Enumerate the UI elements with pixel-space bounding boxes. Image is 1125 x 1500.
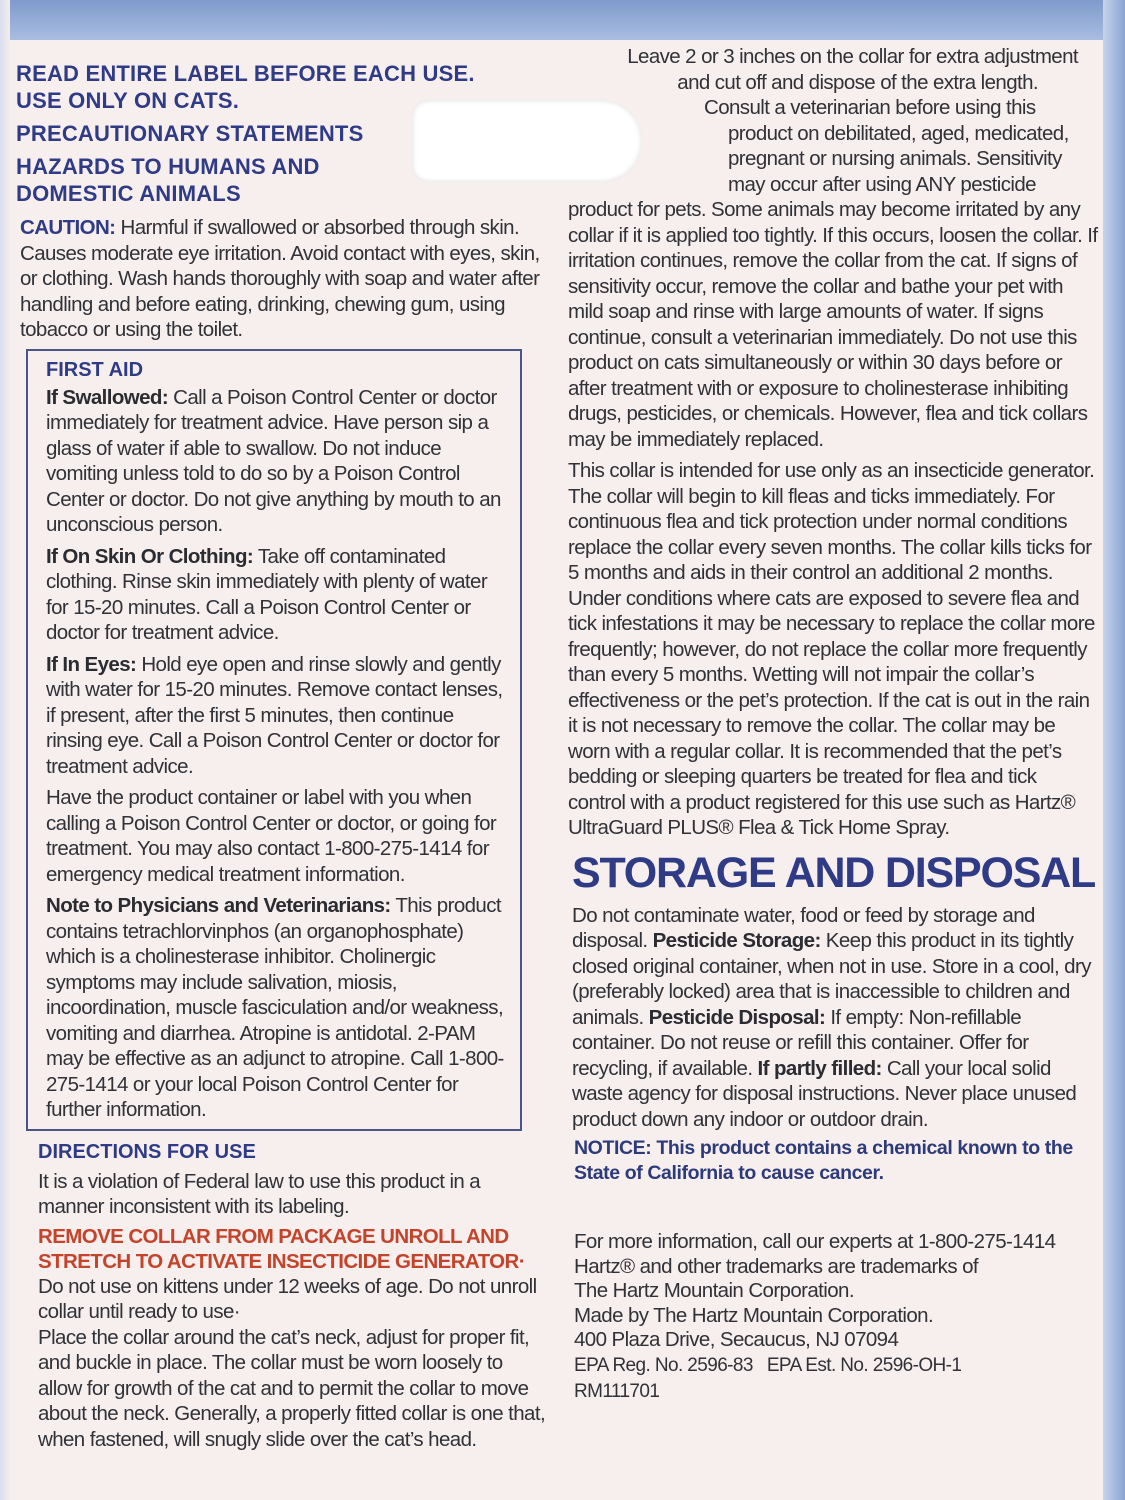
package-top-edge bbox=[0, 0, 1125, 40]
storage-disposal-title: STORAGE AND DISPOSAL bbox=[572, 848, 1096, 897]
container-paragraph: Have the product container or label with you when calling a Poison Control Center or doctor, or going for treatment. You may also contact 1-800-275-1414 for emergency medical treatment information. bbox=[46, 786, 497, 886]
pesticide-storage-label: Pesticide Storage: bbox=[652, 929, 821, 952]
if-in-eyes-label: If In Eyes: bbox=[46, 652, 137, 676]
collar-paragraph: This collar is intended for use only as an insecticide generator. The collar will begin to kill fleas and ticks immediately. For continuous flea and tick protection under normal conditions replace the collar every seven months. The collar kills ticks for 5 months and aids in their control an additional 2 months. Under conditions where cats are exposed to severe flea and tick infestations it may be necessary to replace the collar more frequently; however, do not replace the collar more frequently than every 5 months. Wetting will not impair the collar’s effectiveness or the pet’s protection. If the cat is out in the rain it is not necessary to remove the collar. The collar may be worn with a regular collar. It is recommended that the pet’s bedding or sleeping quarters be treated for flea and tick control with a product registered for this use such as Hartz® UltraGuard PLUS® Flea & Tick Home Spray. bbox=[568, 459, 1095, 839]
first-aid-box bbox=[26, 349, 522, 1131]
rm-code: RM111701 bbox=[574, 1380, 660, 1402]
consult-line: may occur after using ANY pesticide bbox=[728, 172, 1036, 196]
directions-title: DIRECTIONS FOR USE bbox=[38, 1140, 256, 1163]
violation-paragraph: It is a violation of Federal law to use this product in a manner inconsistent with its labeling. bbox=[38, 1169, 481, 1218]
label-heading: READ ENTIRE LABEL BEFORE EACH USE. bbox=[16, 61, 475, 86]
consult-line: product on debilitated, aged, medicated, bbox=[728, 121, 1069, 145]
remove-collar-instruction: REMOVE COLLAR FROM PACKAGE UNROLL AND STRETCH TO ACTIVATE INSECTICIDE GENERATOR· bbox=[38, 1224, 525, 1273]
caution-text: Harmful if swallowed or absorbed through skin. Causes moderate eye irritation. Avoid contact with eyes, skin, or clothing. Wash hands thoroughly with soap and water after handling and before eating, drinking, chewing gum, using tobacco or using the toilet. bbox=[20, 216, 540, 341]
storage-paragraph bbox=[572, 903, 1098, 1133]
if-on-skin-text: Take off contaminated clothing. Rinse skin immediately with plenty of water for 15-20 minutes. Call a Poison Control Center or doctor for treatment advice. bbox=[46, 544, 488, 644]
left-column bbox=[16, 60, 546, 1452]
partly-filled-label: If partly filled: bbox=[757, 1056, 882, 1080]
contact-block bbox=[574, 1230, 1098, 1405]
consult-line: Consult a veterinarian before using this bbox=[704, 96, 1036, 119]
pesticide-storage-text: Keep this product in its tightly closed original container, when not in use. Store in a cool, dry (preferably locked) area that is inaccessible to children and animals. bbox=[572, 929, 1091, 1029]
leave-line: and cut off and dispose of the extra length. bbox=[677, 70, 1038, 94]
contact-line: For more information, call our experts at 1-800-275-1414 bbox=[574, 1230, 1056, 1253]
leave-block bbox=[568, 44, 1098, 95]
if-swallowed-paragraph bbox=[46, 385, 510, 538]
notice-paragraph: NOTICE: This product contains a chemical known to the State of California to cause cancer. bbox=[574, 1137, 1073, 1184]
physicians-paragraph bbox=[46, 893, 510, 1123]
physicians-text: This product contains tetrachlorvinphos (an organophosphate) which is a cholinesterase inhibitor. Cholinergic symptoms may include salivation, miosis, incoordination, muscle fasciculation and/or weakness, vomiting and diarrhea. Atropine is antidotal. 2-PAM may be effective as an adjunct to atropine. Call 1-800-275-1414 or your local Poison Control Center for further information. bbox=[46, 894, 504, 1121]
storage-intro: Do not contaminate water, food or feed by storage and disposal. bbox=[572, 903, 1035, 952]
pesticide-disposal-text: If empty: Non-refillable container. Do not reuse or refill this container. Offer for recycling, if available. bbox=[572, 1005, 1029, 1080]
physicians-label: Note to Physicians and Veterinarians: bbox=[46, 894, 391, 917]
leave-line: Leave 2 or 3 inches on the collar for extra adjustment bbox=[627, 45, 1078, 68]
caution-label: CAUTION: bbox=[20, 216, 116, 239]
consult-line: pregnant or nursing animals. Sensitivity bbox=[728, 147, 1062, 170]
if-swallowed-text: Call a Poison Control Center or doctor immediately for treatment advice. Have person sip a glass of water if able to swallow. Do not induce vomiting unless told to do so by a Poison Control Center or doctor. Do not give anything by mouth to an unconscious person. bbox=[46, 385, 501, 536]
contact-line: The Hartz Mountain Corporation. bbox=[574, 1279, 854, 1302]
first-aid-title: FIRST AID bbox=[46, 358, 144, 381]
if-on-skin-label: If On Skin Or Clothing: bbox=[46, 544, 254, 568]
if-in-eyes-text: Hold eye open and rinse slowly and gently with water for 15-20 minutes. Remove contact lenses, if present, after the first 5 minutes, then continue rinsing eye. Call a Poison Control Center or doctor for treatment advice. bbox=[46, 652, 503, 778]
sensitivity-paragraph: product for pets. Some animals may become irritated by any collar if it is applied too tightly. If this occurs, loosen the collar. If irritation continues, remove the collar from the cat. If signs of sensitivity occur, remove the collar and bathe your pet with mild soap and rinse with large amounts of water. If signs continue, consult a veterinarian immediately. Do not use this product on cats simultaneously or within 30 days before or after treatment with or exposure to cholinesterase inhibiting drugs, pesticides, or chemicals. However, flea and tick collars may be immediately replaced. bbox=[568, 198, 1098, 451]
epa-numbers: EPA Reg. No. 2596-83 EPA Est. No. 2596-OH-1 bbox=[574, 1354, 962, 1376]
pesticide-disposal-label: Pesticide Disposal: bbox=[648, 1005, 826, 1029]
contact-line: Hartz® and other trademarks are trademarks of bbox=[574, 1254, 978, 1278]
if-in-eyes-paragraph bbox=[46, 652, 510, 780]
package-right-edge bbox=[1103, 0, 1125, 1500]
contact-line: 400 Plaza Drive, Secaucus, NJ 07094 bbox=[574, 1328, 899, 1351]
if-swallowed-label: If Swallowed: bbox=[46, 385, 169, 409]
if-on-skin-paragraph bbox=[46, 544, 510, 646]
contact-line: Made by The Hartz Mountain Corporation. bbox=[574, 1303, 934, 1327]
right-column bbox=[568, 44, 1098, 1405]
directions-section bbox=[38, 1139, 546, 1453]
place-collar-paragraph: Place the collar around the cat’s neck, adjust for proper fit, and buckle in place. The collar must be worn loosely to allow for growth of the cat and to permit the collar to move about the neck. Generally, a properly fitted collar is one that, when fastened, will snugly slide over the cat’s head. bbox=[38, 1325, 546, 1451]
partly-filled-text: Call your local solid waste agency for disposal instructions. Never place unused product down any indoor or outdoor drain. bbox=[572, 1056, 1077, 1131]
label-heading: USE ONLY ON CATS. bbox=[16, 88, 240, 113]
consult-block bbox=[704, 95, 1098, 197]
kittens-paragraph: Do not use on kittens under 12 weeks of age. Do not unroll collar until ready to use· bbox=[38, 1274, 537, 1323]
hazards-heading: HAZARDS TO HUMANS AND bbox=[16, 154, 320, 179]
package-left-edge bbox=[0, 0, 10, 1500]
precautionary-heading: PRECAUTIONARY STATEMENTS bbox=[16, 121, 364, 146]
caution-paragraph bbox=[20, 215, 546, 343]
hazards-heading: DOMESTIC ANIMALS bbox=[16, 181, 241, 206]
